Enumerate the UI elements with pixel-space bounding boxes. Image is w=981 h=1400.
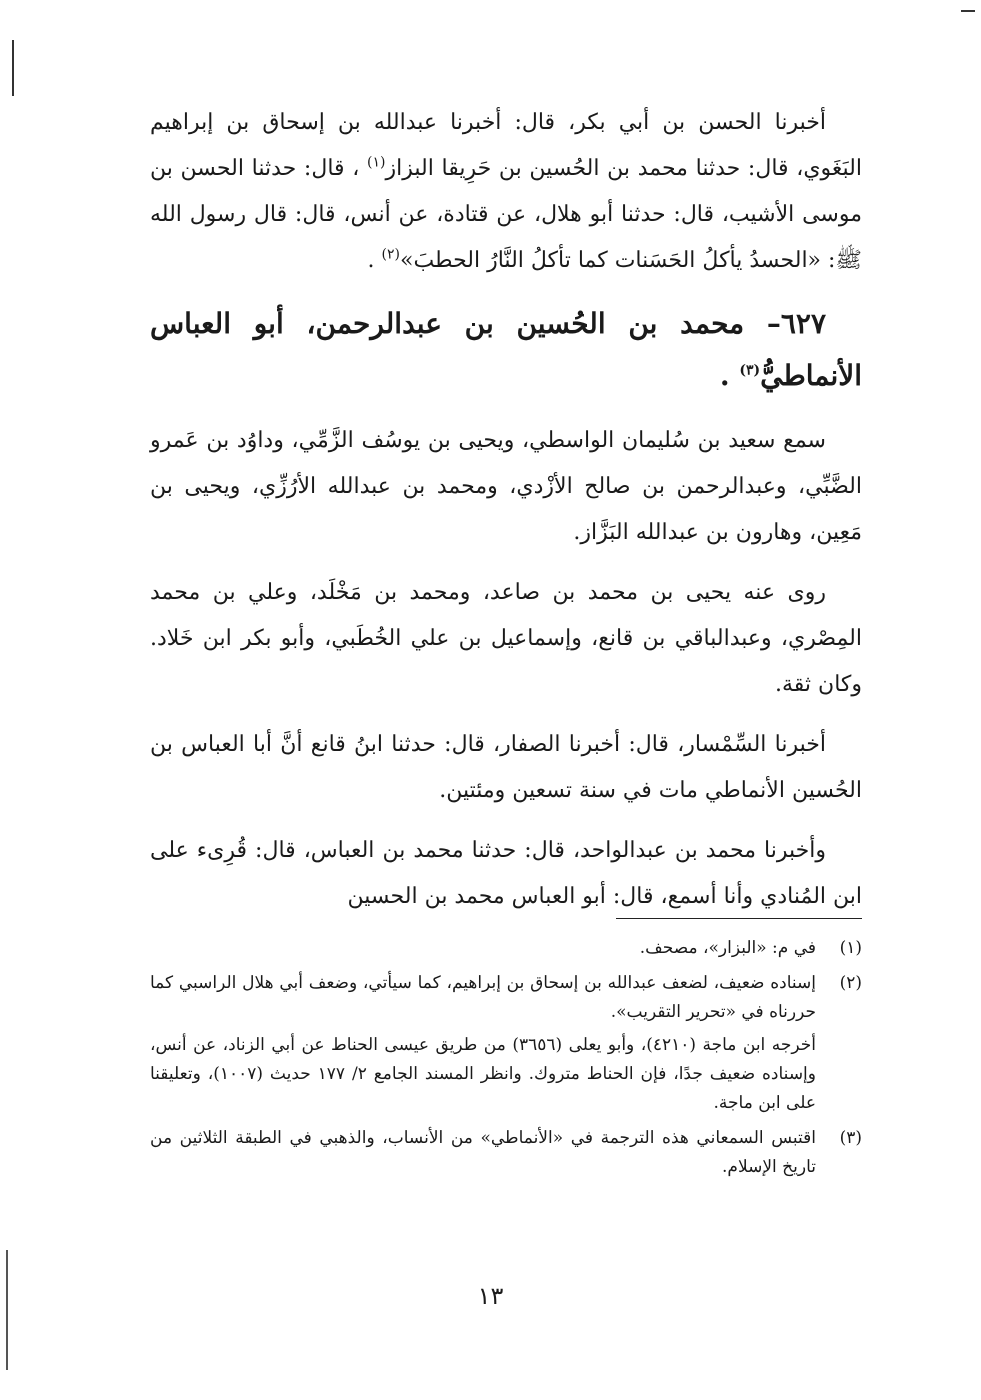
page-number: ١٣	[477, 1282, 504, 1310]
footnote-separator	[616, 918, 862, 919]
paragraph-text: .	[367, 248, 382, 273]
footnote-3	[150, 1124, 862, 1182]
footnote-number: (١)	[839, 938, 862, 958]
paragraph-text: ، قال: حدثنا الحسن بن موسى الأشيب، قال: حدثنا أبو هلال، عن قتادة، عن أنس، قال: قال رسول الله ﷺ: «الحسدُ يأكلُ الحَسَنات كما تأكلُ النَّارُ الحطبَ»	[150, 156, 862, 273]
entry-heading	[150, 298, 862, 402]
footnote-1	[150, 934, 862, 963]
paragraph-teachers: سمع سعيد بن سُليمان الواسطي، ويحيى بن يوسُف الزَّمِّي، وداوُد بن عَمرو الضَّبِّي، وعبدالرحمن بن صالح الأزْدي، ومحمد بن عبدالله الأرُزِّي، ويحيى بن مَعِين، وهارون بن عبدالله البَزَّاز.	[150, 428, 862, 545]
paragraph-death: أخبرنا السِّمْسار، قال: أخبرنا الصفار، قال: حدثنا ابنُ قانع أنَّ أبا العباس بن الحُسين الأنماطي مات في سنة تسعين ومئتين.	[150, 732, 862, 803]
footnote-ref-3: (٣)	[739, 362, 761, 379]
footnote-text: في م: «البزار»، مصحف.	[639, 938, 816, 958]
footnotes	[150, 934, 862, 1188]
footnote-2	[150, 969, 862, 1118]
footnote-text: اقتبس السمعاني هذه الترجمة في «الأنماطي» من الأنساب، والذهبي في الطبقة الثلاثين من تاريخ الإسلام.	[150, 1128, 816, 1177]
footnote-number: (٢)	[839, 973, 862, 993]
scan-edge-mark	[6, 1250, 8, 1370]
footnote-text-continued: أخرجه ابن ماجة (٤٢١٠)، وأبو يعلى (٣٦٥٦) من طريق عيسى الحناط عن أبي الزناد، عن أنس، وإسناده ضعيف جدًا، فإن الحناط متروك. وانظر المسند الجامع ٢/ ١٧٧ حديث (١٠٠٧)، وتعليقنا على ابن ماجة.	[150, 1035, 816, 1113]
paragraph-text: أخبرنا الحسن بن أبي بكر، قال: أخبرنا عبدالله بن إسحاق بن إبراهيم البَغَوي، قال: حدثنا محمد بن الحُسين بن حَرِيقا البزاز	[150, 110, 862, 181]
footnote-number: (٣)	[839, 1128, 862, 1148]
footnote-ref-1: (١)	[367, 154, 386, 171]
footnote-body	[150, 969, 816, 1118]
footnote-text: إسناده ضعيف، لضعف عبدالله بن إسحاق بن إبراهيم، كما سيأتي، وضعف أبي هلال الراسبي كما حررناه في «تحرير التقريب».	[150, 973, 816, 1022]
paragraph-students: روى عنه يحيى بن محمد بن صاعد، ومحمد بن مَخْلَد، وعلي بن محمد المِصْري، وعبدالباقي بن قانع، وإسماعيل بن علي الخُطَبي، وأبو بكر ابن خَلاد. وكان ثقة.	[150, 580, 862, 697]
paragraph-isnad-2: وأخبرنا محمد بن عبدالواحد، قال: حدثنا محمد بن العباس، قال: قُرِىء على ابن المُنادي وأنا أسمع، قال: أبو العباس محمد بن الحسين	[150, 838, 862, 909]
footnote-ref-2: (٢)	[381, 246, 400, 263]
scan-edge-mark	[12, 40, 14, 96]
scan-edge-mark	[961, 10, 975, 12]
main-text	[150, 100, 862, 934]
entry-heading-text: ٦٢٧– محمد بن الحُسين بن عبدالرحمن، أبو العباس الأنماطيُّ	[150, 307, 862, 392]
entry-heading-end: .	[719, 359, 740, 392]
paragraph-isnad-1	[150, 100, 862, 284]
